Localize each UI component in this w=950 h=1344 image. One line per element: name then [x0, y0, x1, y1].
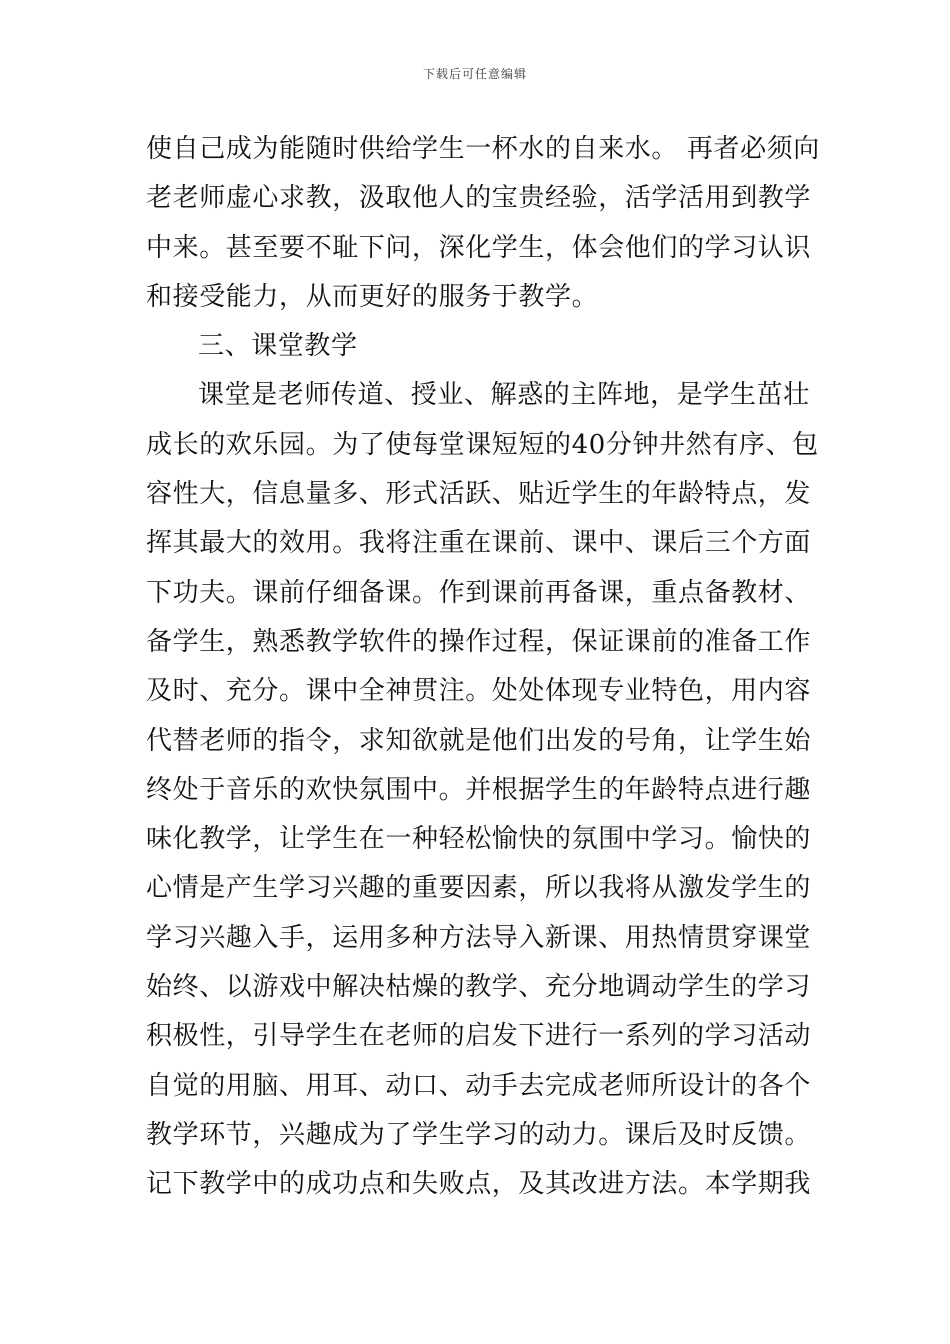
text-line: 积极性，引导学生在老师的启发下进行一系列的学习活动 — [146, 1021, 812, 1052]
text-line: 终处于音乐的欢快氛围中。并根据学生的年龄特点进行趣 — [146, 774, 812, 805]
text-line: 学习兴趣入手，运用多种方法导入新课、用热情贯穿课堂 — [146, 922, 812, 953]
text-line: 挥其最大的效用。我将注重在课前、课中、课后三个方面 — [146, 528, 812, 559]
text-line: 使自己成为能随时供给学生一杯水的自来水。 再者必须向 — [146, 134, 820, 164]
text-line: 教学环节，兴趣成为了学生学习的动力。课后及时反馈。 — [146, 1119, 812, 1150]
text-line: 老老师虚心求教，汲取他人的宝贵经验，活学活用到教学 — [146, 183, 812, 214]
text-line: 和接受能力，从而更好的服务于教学。 — [146, 281, 599, 312]
text-line: 自觉的用脑、用耳、动口、动手去完成老师所设计的各个 — [146, 1070, 812, 1101]
paragraph-first-line: 课堂是老师传道、授业、解惑的主阵地，是学生茁壮 — [198, 380, 810, 411]
text-line: 始终、以游戏中解决枯燥的教学、充分地调动学生的学习 — [146, 972, 812, 1003]
section-heading: 三、课堂教学 — [198, 331, 358, 362]
text-line: 心情是产生学习兴趣的重要因素，所以我将从激发学生的 — [146, 873, 812, 904]
text-line: 下功夫。课前仔细备课。作到课前再备课，重点备教材、 — [146, 577, 812, 608]
text-line: 中来。甚至要不耻下问，深化学生，体会他们的学习认识 — [146, 232, 812, 263]
text-line: 备学生，熟悉教学软件的操作过程，保证课前的准备工作 — [146, 626, 812, 657]
text-line: 成长的欢乐园。为了使每堂课短短的40分钟井然有序、包 — [146, 429, 819, 460]
document-body — [146, 125, 820, 1210]
text-line: 记下教学中的成功点和失败点，及其改进方法。本学期我 — [146, 1169, 812, 1200]
text-line: 代替老师的指令，求知欲就是他们出发的号角，让学生始 — [146, 725, 812, 756]
page-header-note: 下载后可任意编辑 — [422, 67, 527, 81]
text-line: 及时、充分。课中全神贯注。处处体现专业特色，用内容 — [146, 676, 812, 707]
text-line: 容性大，信息量多、形式活跃、贴近学生的年龄特点，发 — [146, 479, 812, 510]
text-line: 味化教学，让学生在一种轻松愉快的氛围中学习。愉快的 — [146, 824, 812, 855]
